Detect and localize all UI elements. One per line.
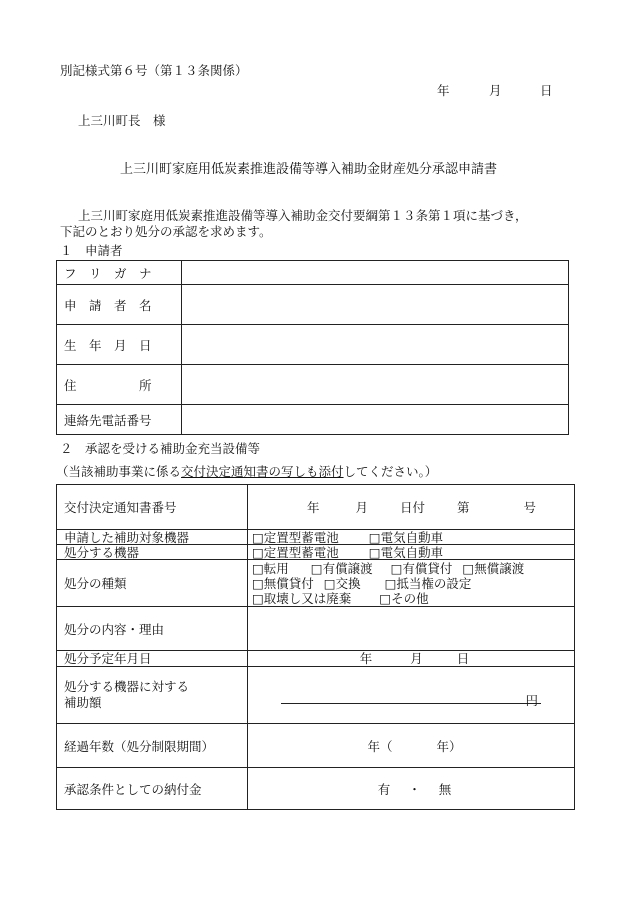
- option-mortgage[interactable]: □抵当権の設定: [384, 575, 472, 591]
- furigana-label: フ リ ガ ナ: [57, 261, 182, 285]
- payment-yes[interactable]: 有: [377, 781, 391, 797]
- note-prefix: （当該補助事業に係る: [56, 464, 182, 479]
- form-number: 別記様式第６号（第１３条関係）: [60, 63, 248, 78]
- section1-heading: １ 申請者: [60, 243, 123, 258]
- document-title: 上三川町家庭用低炭素推進設備等導入補助金財産処分承認申請書: [120, 162, 498, 177]
- option-paid-transfer[interactable]: □有償譲渡: [310, 560, 373, 576]
- disposed-equipment-field: [248, 545, 575, 560]
- equipment-table: [56, 484, 575, 810]
- applied-option-ev[interactable]: □電気自動車: [368, 529, 444, 545]
- notice-day: 日付: [399, 500, 425, 515]
- table-row: [57, 724, 575, 768]
- table-row: [57, 325, 569, 365]
- payment-separator: ・: [408, 781, 421, 797]
- applicant-table: [56, 260, 569, 435]
- birth-date-field[interactable]: [182, 325, 569, 365]
- note-underlined: 交付決定通知書の写しも添付: [181, 464, 344, 479]
- table-row: [57, 651, 575, 667]
- phone-label: 連絡先電話番号: [57, 405, 182, 435]
- disposal-type-field: [248, 560, 575, 607]
- planned-day: 日: [456, 650, 470, 666]
- subsidy-label-line1: 処分する機器に対する: [64, 679, 190, 694]
- subsidy-amount-label: [57, 667, 248, 724]
- disposed-option-ev[interactable]: □電気自動車: [368, 544, 444, 560]
- yen-unit: 円: [525, 693, 538, 708]
- payment-label: 承認条件としての納付金: [57, 768, 248, 810]
- planned-date-field[interactable]: [248, 651, 575, 667]
- birth-date-label: 生 年 月 日: [57, 325, 182, 365]
- elapsed-year: 年（: [367, 738, 393, 754]
- table-row: [57, 365, 569, 405]
- note-suffix: してください。）: [343, 464, 438, 479]
- option-paid-lease[interactable]: □有償貸付: [390, 560, 453, 576]
- option-demolition[interactable]: □取壊し又は廃棄: [252, 590, 352, 606]
- option-diversion[interactable]: □転用: [252, 560, 289, 576]
- furigana-field[interactable]: [182, 261, 569, 285]
- disposal-options-row3: [252, 591, 574, 606]
- attachment-note: [56, 462, 437, 480]
- table-row: [57, 607, 575, 651]
- date-year: 年: [437, 83, 450, 98]
- elapsed-years-label: 経過年数（処分制限期間）: [57, 724, 248, 768]
- date-month: 月: [489, 83, 502, 98]
- elapsed-years-field[interactable]: [248, 724, 575, 768]
- addressee: 上三川町長 様: [78, 113, 166, 128]
- table-row: [57, 261, 569, 285]
- amount-underline: [281, 703, 541, 704]
- subsidy-amount-field[interactable]: [248, 667, 575, 724]
- payment-no[interactable]: 無: [438, 781, 452, 797]
- disposal-options-row1: [252, 561, 574, 576]
- table-row: [57, 768, 575, 810]
- intro-line-2: 下記のとおり処分の承認を求めます。: [60, 224, 272, 239]
- elapsed-limit: 年）: [436, 738, 462, 754]
- option-exchange[interactable]: □交換: [323, 575, 361, 591]
- intro-line-1: 上三川町家庭用低炭素推進設備等導入補助金交付要綱第１３条第１項に基づき，: [78, 208, 528, 223]
- content-reason-field[interactable]: [248, 607, 575, 651]
- applied-equipment-label: 申請した補助対象機器: [57, 530, 248, 545]
- notice-number-field[interactable]: [248, 485, 575, 530]
- option-other[interactable]: □その他: [379, 590, 429, 606]
- planned-date-label: 処分予定年月日: [57, 651, 248, 667]
- applicant-name-label: 申 請 者 名: [57, 285, 182, 325]
- notice-go: 号: [523, 500, 536, 515]
- table-row: [57, 530, 575, 545]
- address-field[interactable]: [182, 365, 569, 405]
- option-free-transfer[interactable]: □無償譲渡: [462, 560, 525, 576]
- date-day: 日: [540, 83, 553, 98]
- payment-field: [248, 768, 575, 810]
- table-row: [57, 485, 575, 530]
- address-label: 住 所: [57, 365, 182, 405]
- content-reason-label: 処分の内容・理由: [57, 607, 248, 651]
- applied-equipment-field: [248, 530, 575, 545]
- phone-field[interactable]: [182, 405, 569, 435]
- option-free-lease[interactable]: □無償貸付: [252, 575, 314, 591]
- planned-month: 月: [410, 650, 423, 666]
- notice-year: 年: [306, 500, 320, 515]
- subsidy-label-line2: 補助額: [64, 695, 102, 710]
- notice-month: 月: [355, 500, 368, 515]
- section2-heading: ２ 承認を受ける補助金充当設備等: [60, 441, 261, 456]
- table-row: [57, 560, 575, 607]
- disposal-options-row2: [252, 576, 574, 591]
- table-row: [57, 285, 569, 325]
- table-row: [57, 545, 575, 560]
- notice-dai: 第: [456, 500, 470, 515]
- disposed-equipment-label: 処分する機器: [57, 545, 248, 560]
- table-row: [57, 667, 575, 724]
- planned-year: 年: [359, 650, 373, 666]
- table-row: [57, 405, 569, 435]
- applied-option-battery[interactable]: □定置型蓄電池: [252, 529, 339, 545]
- notice-number-label: 交付決定通知書番号: [57, 485, 248, 530]
- disposal-type-label: 処分の種類: [57, 560, 248, 607]
- disposed-option-battery[interactable]: □定置型蓄電池: [252, 544, 339, 560]
- applicant-name-field[interactable]: [182, 285, 569, 325]
